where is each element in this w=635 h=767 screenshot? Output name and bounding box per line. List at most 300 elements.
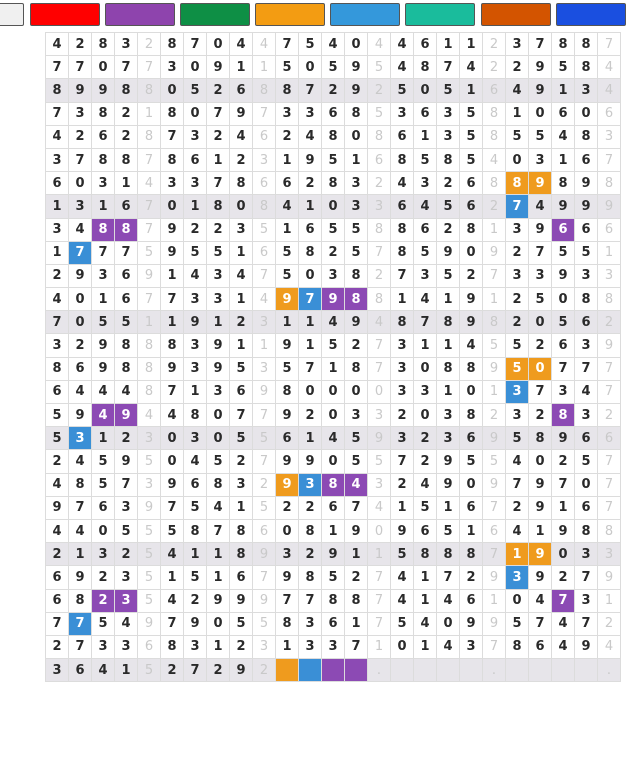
- grid-cell: 0: [460, 241, 483, 264]
- grid-cell: 4: [414, 612, 437, 635]
- grid-cell: 1: [92, 288, 115, 311]
- grid-cell: 6: [115, 264, 138, 287]
- grid-cell: 3: [575, 79, 598, 102]
- grid-cell: 7: [299, 357, 322, 380]
- grid-cell: 6: [230, 79, 253, 102]
- grid-cell: 3: [184, 427, 207, 450]
- grid-cell: 3: [437, 125, 460, 148]
- grid-cell: 2: [253, 659, 276, 682]
- grid-cell: 2: [391, 404, 414, 427]
- grid-cell: 9: [253, 543, 276, 566]
- grid-cell: 8: [115, 357, 138, 380]
- grid-cell: 5: [299, 33, 322, 56]
- grid-row: [46, 635, 621, 658]
- grid-cell: 1: [299, 334, 322, 357]
- grid-cell: 1: [161, 264, 184, 287]
- grid-cell: 9: [92, 79, 115, 102]
- grid-cell: 4: [92, 659, 115, 682]
- color-swatch-green[interactable]: [180, 3, 250, 26]
- grid-cell: 7: [161, 612, 184, 635]
- grid-cell: 4: [414, 195, 437, 218]
- grid-cell: 6: [253, 519, 276, 542]
- grid-cell: 5: [414, 241, 437, 264]
- grid-cell: 8: [138, 79, 161, 102]
- grid-cell: 3: [69, 102, 92, 125]
- grid-cell: 5: [184, 566, 207, 589]
- grid-cell: 8: [437, 357, 460, 380]
- grid-cell: 3: [115, 33, 138, 56]
- grid-cell-highlight-purple: 8: [92, 218, 115, 241]
- grid-cell: 5: [207, 241, 230, 264]
- grid-cell: 7: [184, 659, 207, 682]
- grid-cell: 0: [207, 404, 230, 427]
- grid-cell: 6: [575, 218, 598, 241]
- grid-cell: 2: [299, 496, 322, 519]
- grid-cell-highlight-purple: 7: [552, 589, 575, 612]
- grid-cell: 6: [460, 496, 483, 519]
- grid-cell: 8: [322, 589, 345, 612]
- grid-cell: 2: [529, 404, 552, 427]
- grid-cell: 2: [299, 543, 322, 566]
- grid-row: [46, 148, 621, 171]
- grid-cell: 4: [184, 450, 207, 473]
- grid-cell: 7: [46, 612, 69, 635]
- grid-cell: 2: [161, 659, 184, 682]
- grid-row: [46, 79, 621, 102]
- grid-cell: 9: [529, 56, 552, 79]
- grid-cell: 1: [184, 380, 207, 403]
- grid-cell: 5: [322, 218, 345, 241]
- grid-cell: 9: [368, 427, 391, 450]
- grid-cell: 8: [115, 334, 138, 357]
- grid-cell: 9: [276, 404, 299, 427]
- grid-cell: 2: [115, 427, 138, 450]
- grid-cell: 0: [414, 79, 437, 102]
- grid-cell: 4: [529, 195, 552, 218]
- grid-cell: 8: [161, 635, 184, 658]
- grid-cell: 3: [115, 496, 138, 519]
- grid-cell: 8: [69, 473, 92, 496]
- grid-cell: [552, 659, 575, 682]
- grid-cell: 4: [598, 79, 621, 102]
- color-swatch-red[interactable]: [30, 3, 100, 26]
- grid-cell: 3: [598, 125, 621, 148]
- grid-cell: 1: [207, 635, 230, 658]
- grid-cell: 1: [552, 148, 575, 171]
- grid-cell: 5: [552, 241, 575, 264]
- grid-cell: 1: [92, 427, 115, 450]
- grid-cell: 3: [161, 172, 184, 195]
- grid-row: [46, 380, 621, 403]
- grid-cell: 9: [552, 427, 575, 450]
- grid-cell: [460, 659, 483, 682]
- grid-cell: 2: [391, 473, 414, 496]
- grid-cell: 7: [368, 334, 391, 357]
- grid-cell: 1: [368, 635, 391, 658]
- grid-cell: 4: [391, 33, 414, 56]
- grid-cell: 7: [575, 612, 598, 635]
- color-swatch-blue[interactable]: [556, 3, 626, 26]
- grid-cell: 7: [529, 380, 552, 403]
- grid-cell: 6: [69, 357, 92, 380]
- grid-cell: 2: [138, 33, 161, 56]
- color-swatch-white[interactable]: [0, 3, 24, 26]
- grid-cell: 3: [253, 357, 276, 380]
- grid-cell: 0: [391, 635, 414, 658]
- grid-cell: 4: [138, 404, 161, 427]
- grid-cell: 5: [207, 450, 230, 473]
- grid-cell: 7: [368, 612, 391, 635]
- grid-row: [46, 427, 621, 450]
- grid-cell-highlight-blue: 7: [69, 612, 92, 635]
- grid-cell: 2: [46, 450, 69, 473]
- grid-cell: 7: [598, 357, 621, 380]
- grid-cell: 8: [276, 380, 299, 403]
- grid-cell: 7: [552, 357, 575, 380]
- grid-cell: 4: [253, 33, 276, 56]
- grid-cell: 9: [598, 566, 621, 589]
- grid-cell: 0: [575, 102, 598, 125]
- grid-cell: 1: [483, 589, 506, 612]
- grid-cell: 9: [207, 589, 230, 612]
- grid-cell: 5: [368, 56, 391, 79]
- grid-cell: 7: [483, 264, 506, 287]
- grid-cell: 1: [253, 56, 276, 79]
- grid-cell: 2: [483, 404, 506, 427]
- grid-cell: 8: [414, 56, 437, 79]
- grid-cell: 7: [115, 241, 138, 264]
- grid-cell: 3: [391, 427, 414, 450]
- grid-cell: 8: [437, 148, 460, 171]
- grid-cell: 1: [46, 241, 69, 264]
- grid-cell: 8: [207, 195, 230, 218]
- grid-cell: 8: [115, 148, 138, 171]
- grid-cell: 8: [299, 241, 322, 264]
- grid-cell-highlight-orange: 9: [276, 473, 299, 496]
- grid-cell: 4: [230, 264, 253, 287]
- grid-cell: 3: [230, 218, 253, 241]
- grid-cell: 3: [575, 264, 598, 287]
- grid-cell: 5: [138, 566, 161, 589]
- grid-row: [46, 334, 621, 357]
- grid-cell: 0: [414, 404, 437, 427]
- grid-cell: 3: [115, 566, 138, 589]
- grid-cell: 6: [598, 427, 621, 450]
- grid-cell: 3: [138, 427, 161, 450]
- grid-cell: 7: [575, 357, 598, 380]
- grid-cell: 8: [138, 125, 161, 148]
- grid-cell: 9: [138, 612, 161, 635]
- grid-cell: 6: [460, 172, 483, 195]
- grid-cell: 6: [92, 496, 115, 519]
- grid-cell: 0: [529, 450, 552, 473]
- grid-cell: 4: [368, 33, 391, 56]
- grid-cell: 8: [161, 334, 184, 357]
- grid-cell: 7: [69, 496, 92, 519]
- grid-cell: 4: [161, 589, 184, 612]
- grid-cell: 7: [161, 125, 184, 148]
- grid-cell: 2: [552, 566, 575, 589]
- grid-cell: 1: [230, 496, 253, 519]
- grid-cell: 8: [138, 334, 161, 357]
- grid-cell: 0: [299, 264, 322, 287]
- grid-cell: 2: [322, 79, 345, 102]
- grid-cell: 6: [552, 334, 575, 357]
- grid-cell: 3: [253, 635, 276, 658]
- grid-cell: 8: [460, 218, 483, 241]
- grid-row: [46, 195, 621, 218]
- grid-cell: 3: [575, 589, 598, 612]
- grid-cell: 8: [230, 519, 253, 542]
- grid-cell: 5: [46, 404, 69, 427]
- grid-cell: 5: [276, 357, 299, 380]
- grid-cell: 5: [414, 496, 437, 519]
- grid-cell: 1: [414, 334, 437, 357]
- grid-cell: 7: [161, 380, 184, 403]
- grid-cell: [437, 659, 460, 682]
- grid-cell: 5: [506, 334, 529, 357]
- color-swatch-teal[interactable]: [405, 3, 475, 26]
- grid-cell: 4: [115, 380, 138, 403]
- grid-cell: 8: [207, 473, 230, 496]
- grid-cell: 8: [46, 357, 69, 380]
- grid-cell: 5: [391, 612, 414, 635]
- grid-cell: 4: [276, 195, 299, 218]
- grid-row: [46, 218, 621, 241]
- grid-cell: 3: [345, 195, 368, 218]
- grid-cell: 1: [345, 543, 368, 566]
- grid-cell: 3: [575, 404, 598, 427]
- grid-cell: 2: [437, 172, 460, 195]
- grid-cell: 1: [299, 427, 322, 450]
- grid-cell: 7: [598, 148, 621, 171]
- grid-cell: 5: [506, 427, 529, 450]
- grid-cell: 2: [414, 450, 437, 473]
- grid-cell: 6: [460, 589, 483, 612]
- grid-cell: 7: [115, 56, 138, 79]
- grid-cell: 7: [529, 612, 552, 635]
- grid-cell: 3: [184, 172, 207, 195]
- grid-cell: 0: [437, 612, 460, 635]
- grid-cell: 9: [437, 473, 460, 496]
- grid-cell: 7: [161, 288, 184, 311]
- grid-cell: 4: [184, 264, 207, 287]
- grid-cell: 8: [506, 635, 529, 658]
- grid-cell: 4: [529, 589, 552, 612]
- grid-cell: 1: [460, 33, 483, 56]
- grid-cell: 9: [253, 589, 276, 612]
- grid-row: [46, 125, 621, 148]
- grid-cell: 2: [115, 543, 138, 566]
- grid-cell-highlight-orange: 1: [506, 543, 529, 566]
- grid-cell: 5: [184, 79, 207, 102]
- color-swatch-dark-orange[interactable]: [481, 3, 551, 26]
- grid-cell: 8: [230, 543, 253, 566]
- grid-cell: 2: [368, 79, 391, 102]
- grid-cell: 5: [437, 195, 460, 218]
- grid-cell: 6: [184, 148, 207, 171]
- grid-cell: 5: [322, 566, 345, 589]
- color-swatch-light-blue[interactable]: [330, 3, 400, 26]
- grid-cell: 2: [437, 218, 460, 241]
- grid-cell: 2: [299, 404, 322, 427]
- grid-cell: 8: [253, 195, 276, 218]
- grid-cell: 4: [552, 125, 575, 148]
- grid-cell: 6: [322, 612, 345, 635]
- grid-cell: 4: [230, 125, 253, 148]
- grid-cell: 1: [207, 311, 230, 334]
- grid-cell: 8: [483, 102, 506, 125]
- grid-cell: 8: [161, 33, 184, 56]
- grid-cell: 5: [230, 427, 253, 450]
- grid-cell-dot: .: [483, 659, 506, 682]
- grid-cell-highlight-purple: [345, 659, 368, 682]
- grid-cell: 7: [414, 311, 437, 334]
- grid-cell: 5: [322, 148, 345, 171]
- grid-cell: 2: [598, 311, 621, 334]
- grid-cell: 9: [460, 612, 483, 635]
- grid-cell: 1: [414, 125, 437, 148]
- grid-cell: 1: [414, 589, 437, 612]
- grid-cell: 7: [299, 79, 322, 102]
- grid-row: [46, 288, 621, 311]
- grid-cell: 5: [253, 218, 276, 241]
- grid-cell: 7: [437, 56, 460, 79]
- grid-cell: 8: [345, 102, 368, 125]
- grid-cell: 4: [69, 519, 92, 542]
- grid-cell: 2: [115, 102, 138, 125]
- grid-cell: 8: [138, 380, 161, 403]
- color-swatch-purple[interactable]: [105, 3, 175, 26]
- grid-cell: 2: [276, 496, 299, 519]
- grid-cell: 1: [391, 288, 414, 311]
- grid-cell: 6: [575, 427, 598, 450]
- grid-cell: 7: [253, 404, 276, 427]
- grid-cell: 4: [322, 311, 345, 334]
- grid-cell: 8: [575, 56, 598, 79]
- grid-cell: 6: [322, 496, 345, 519]
- grid-cell: 8: [575, 125, 598, 148]
- grid-cell-highlight-blue: 7: [69, 241, 92, 264]
- grid-cell: 3: [207, 264, 230, 287]
- grid-cell: [391, 659, 414, 682]
- grid-cell: 5: [345, 218, 368, 241]
- grid-cell: 6: [46, 589, 69, 612]
- grid-cell: 5: [115, 519, 138, 542]
- grid-cell: 7: [598, 380, 621, 403]
- grid-cell: 5: [414, 148, 437, 171]
- grid-cell: 0: [368, 380, 391, 403]
- grid-row: [46, 473, 621, 496]
- grid-cell: 7: [115, 473, 138, 496]
- grid-cell: 8: [368, 218, 391, 241]
- grid-cell: 9: [483, 241, 506, 264]
- grid-cell: 5: [230, 357, 253, 380]
- grid-cell-highlight-orange: [276, 659, 299, 682]
- grid-cell: 3: [184, 334, 207, 357]
- grid-cell: 3: [253, 311, 276, 334]
- grid-cell: 0: [529, 102, 552, 125]
- grid-cell: 8: [598, 288, 621, 311]
- grid-cell: 5: [437, 79, 460, 102]
- grid-cell: 4: [161, 543, 184, 566]
- grid-cell: 7: [598, 450, 621, 473]
- grid-cell: 1: [92, 195, 115, 218]
- grid-cell: 3: [529, 148, 552, 171]
- grid-cell: 2: [46, 635, 69, 658]
- grid-cell: 4: [460, 334, 483, 357]
- color-swatch-orange[interactable]: [255, 3, 325, 26]
- grid-cell-highlight-blue: [299, 659, 322, 682]
- grid-cell: 7: [69, 635, 92, 658]
- grid-cell: 3: [184, 635, 207, 658]
- grid-cell: 0: [345, 33, 368, 56]
- grid-cell: 9: [575, 635, 598, 658]
- grid-cell: 1: [230, 56, 253, 79]
- grid-cell: 2: [460, 566, 483, 589]
- grid-cell: 0: [276, 519, 299, 542]
- grid-cell: 9: [552, 195, 575, 218]
- grid-cell-highlight-blue: 3: [69, 427, 92, 450]
- grid-cell: 1: [230, 334, 253, 357]
- grid-cell: 7: [184, 33, 207, 56]
- grid-cell: 0: [506, 148, 529, 171]
- grid-cell: 1: [184, 543, 207, 566]
- grid-cell: 9: [69, 79, 92, 102]
- grid-cell: 4: [460, 56, 483, 79]
- grid-cell: 0: [161, 427, 184, 450]
- grid-row: [46, 566, 621, 589]
- grid-cell: 3: [368, 404, 391, 427]
- grid-cell: 0: [299, 380, 322, 403]
- grid-cell: 2: [345, 334, 368, 357]
- grid-row: [46, 264, 621, 287]
- grid-cell: 1: [529, 519, 552, 542]
- grid-cell: 0: [460, 473, 483, 496]
- grid-cell: 1: [483, 380, 506, 403]
- grid-cell: 9: [460, 311, 483, 334]
- grid-cell: 4: [46, 473, 69, 496]
- grid-cell: 1: [437, 33, 460, 56]
- grid-cell: 8: [345, 589, 368, 612]
- grid-cell: 9: [299, 148, 322, 171]
- grid-cell: 7: [368, 241, 391, 264]
- grid-cell-highlight-blue: 7: [506, 195, 529, 218]
- grid-cell: 3: [276, 102, 299, 125]
- grid-cell: 8: [391, 148, 414, 171]
- grid-cell: 3: [184, 288, 207, 311]
- grid-cell: 7: [207, 172, 230, 195]
- grid-cell-highlight-purple: 2: [92, 589, 115, 612]
- grid-cell: 3: [207, 380, 230, 403]
- grid-cell: 3: [92, 264, 115, 287]
- grid-cell: 8: [460, 357, 483, 380]
- grid-cell: 8: [460, 404, 483, 427]
- grid-cell: 6: [46, 380, 69, 403]
- grid-cell: 2: [184, 589, 207, 612]
- grid-cell: 0: [161, 195, 184, 218]
- grid-cell: 2: [230, 311, 253, 334]
- grid-cell: 9: [322, 543, 345, 566]
- grid-cell: 7: [161, 496, 184, 519]
- grid-cell: 4: [161, 404, 184, 427]
- grid-cell: 1: [414, 635, 437, 658]
- grid-cell: 8: [322, 125, 345, 148]
- grid-cell: 3: [506, 33, 529, 56]
- grid-cell: 3: [345, 172, 368, 195]
- grid-cell: 9: [276, 334, 299, 357]
- grid-cell: 6: [483, 519, 506, 542]
